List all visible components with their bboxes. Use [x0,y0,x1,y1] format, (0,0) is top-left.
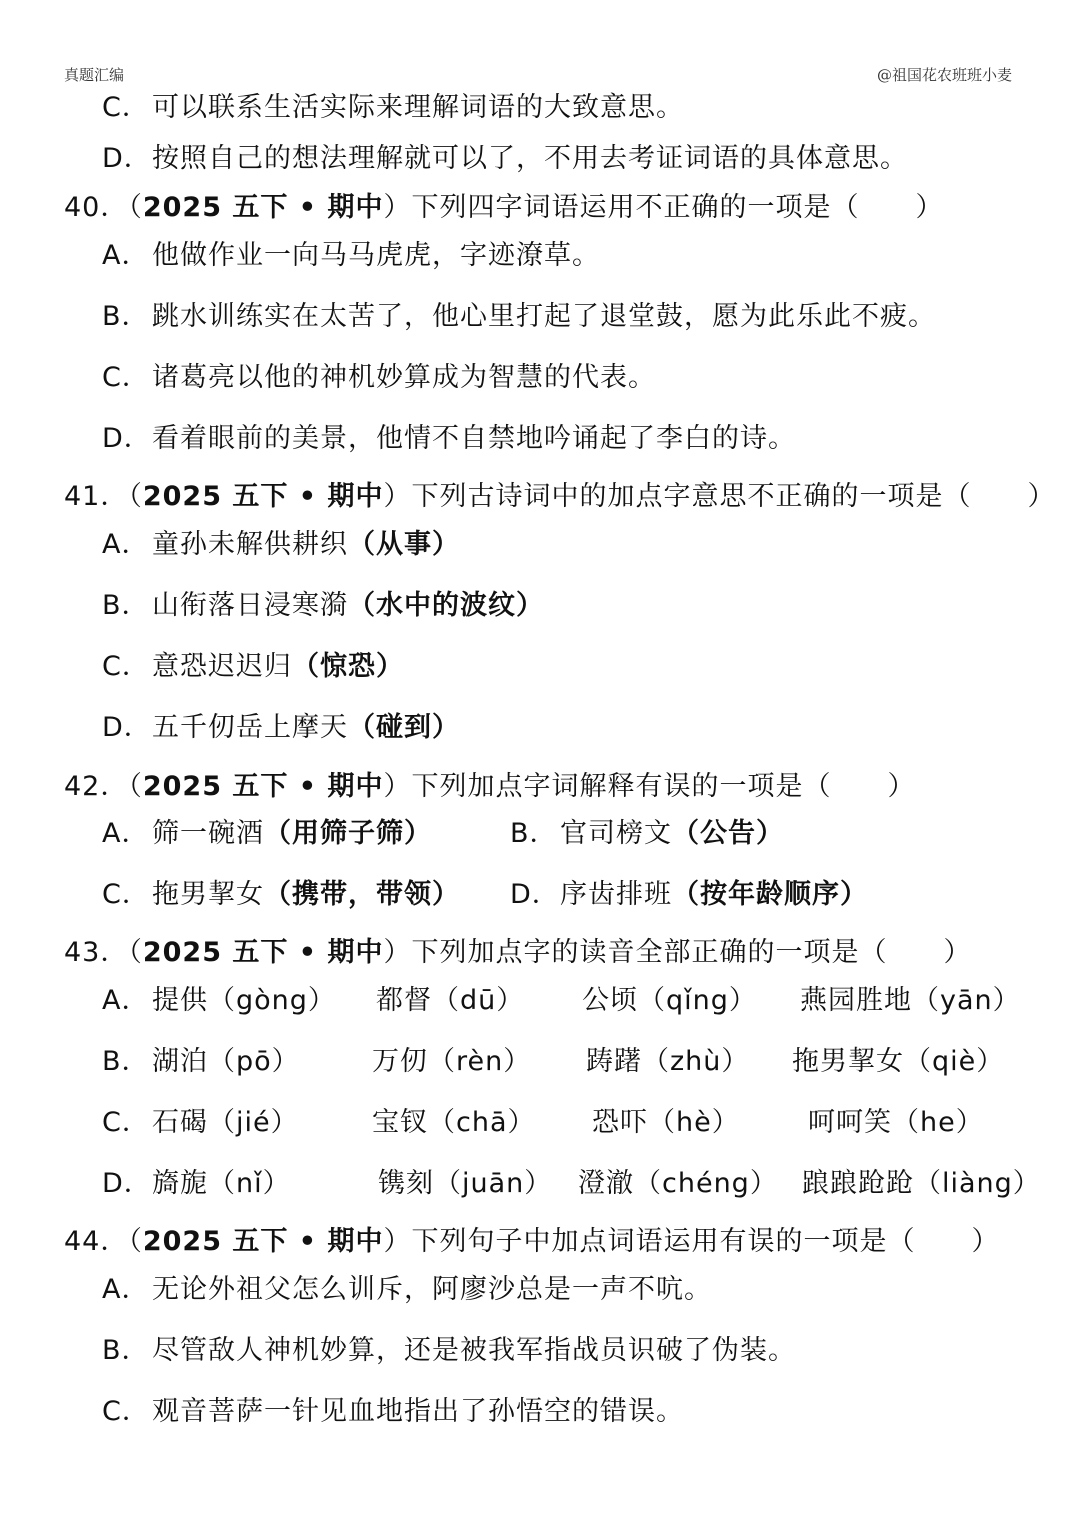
q43-d-item-2 [378,1166,552,1202]
option-letter: D． [510,879,560,910]
option-text: 观音菩萨一针见血地指出了孙悟空的错误。 [152,1396,684,1427]
word: 都督 [376,985,432,1016]
q43-c-item-4 [808,1105,984,1141]
question-tag: 2025 五下 • 期中 [142,1226,384,1257]
tag-open: （ [128,771,143,802]
tag-open: （ [128,1226,143,1257]
pinyin: （juān） [434,1168,553,1199]
option-gloss: （公告） [672,818,784,849]
tag-close: ） [383,937,412,968]
option-letter: C． [102,92,150,123]
option-letter: C． [102,879,150,910]
question-text: 下列句子中加点词语运用有误的一项是（ ） [411,1226,1000,1257]
question-tag: 2025 五下 • 期中 [142,771,384,802]
question-number: 43． [64,937,129,968]
q41-option-a [102,527,460,563]
q42-option-d [510,877,868,913]
q40-option-a [102,238,600,274]
pinyin: （gòng） [208,985,336,1016]
tag-open: （ [128,192,143,223]
q42-option-b [510,816,784,852]
word: 镌刻 [378,1168,434,1199]
option-letter: C． [102,362,150,393]
question-text: 下列加点字的读音全部正确的一项是（ ） [411,937,972,968]
q40-option-d [102,421,796,457]
q43-b-item-2 [372,1044,531,1080]
option-letter: C． [102,1107,150,1138]
q44-option-c [102,1394,684,1430]
q43-a-item-3 [582,983,757,1019]
q43-b-item-1 [152,1044,300,1080]
option-letter: B． [102,301,150,332]
question-number: 44． [64,1226,129,1257]
word: 公顷 [582,985,638,1016]
option-letter: A． [102,1274,150,1305]
option-text: 按照自己的想法理解就可以了，不用去考证词语的具体意思。 [152,143,908,174]
pinyin: （qǐng） [638,985,757,1016]
option-letter: C． [102,651,150,682]
question-tag: 2025 五下 • 期中 [142,937,384,968]
option-text: 拖男挈女 [152,879,264,910]
q42-row-1 [102,816,432,852]
option-gloss: （碰到） [348,712,460,743]
pinyin: （chéng） [634,1168,778,1199]
pinyin: （hè） [648,1107,740,1138]
pinyin: （yān） [912,985,1021,1016]
word: 澄澈 [578,1168,634,1199]
q42-stem [64,769,915,805]
tag-open: （ [128,481,143,512]
pinyin: （nǐ） [208,1168,291,1199]
q39-option-d [102,141,908,177]
pinyin: （jié） [208,1107,299,1138]
q43-option-c [102,1105,152,1141]
q43-stem [64,935,971,971]
word: 拖男挈女 [792,1046,904,1077]
q43-option-a [102,983,152,1019]
option-letter: A． [102,818,150,849]
q41-option-d [102,710,460,746]
option-letter: B． [102,1335,150,1366]
tag-close: ） [383,771,412,802]
question-text: 下列加点字词解释有误的一项是（ ） [411,771,916,802]
option-text: 看着眼前的美景，他情不自禁地吟诵起了李白的诗。 [152,423,796,454]
option-letter: D． [102,143,152,174]
word: 石碣 [152,1107,208,1138]
option-gloss: （携带，带领） [264,879,460,910]
option-letter: B． [102,1046,150,1077]
q44-option-a [102,1272,712,1308]
option-text: 童孙未解供耕织 [152,529,348,560]
option-text: 筛一碗酒 [152,818,264,849]
option-text: 无论外祖父怎么训斥，阿廖沙总是一声不吭。 [152,1274,712,1305]
word: 提供 [152,985,208,1016]
q43-d-item-1 [152,1166,291,1202]
q43-option-d [102,1166,152,1202]
q44-option-b [102,1333,796,1369]
question-tag: 2025 五下 • 期中 [142,481,384,512]
question-text: 下列四字词语运用不正确的一项是（ ） [411,192,944,223]
q43-c-item-1 [152,1105,299,1141]
pinyin: （he） [892,1107,984,1138]
tag-close: ） [383,1226,412,1257]
word: 燕园胜地 [800,985,912,1016]
q43-a-item-2 [376,983,524,1019]
q40-option-c [102,360,656,396]
option-text: 可以联系生活实际来理解词语的大致意思。 [152,92,684,123]
word: 踌躇 [586,1046,642,1077]
word: 万仞 [372,1046,428,1077]
pinyin: （qiè） [904,1046,1005,1077]
tag-close: ） [383,192,412,223]
q43-d-item-3 [578,1166,778,1202]
word: 旖旎 [152,1168,208,1199]
option-text: 序齿排班 [560,879,672,910]
word: 呵呵笑 [808,1107,892,1138]
option-letter: A． [102,985,150,1016]
option-text: 跳水训练实在太苦了，他心里打起了退堂鼓，愿为此乐此不疲。 [152,301,936,332]
option-text: 意恐迟迟归 [152,651,292,682]
pinyin: （pō） [208,1046,300,1077]
q42-option-c [102,877,460,913]
option-text: 五千仞岳上摩天 [152,712,348,743]
option-gloss: （惊恐） [292,651,404,682]
option-text: 诸葛亮以他的神机妙算成为智慧的代表。 [152,362,656,393]
q43-b-item-3 [586,1044,749,1080]
q39-option-c [102,90,684,126]
q43-b-item-4 [792,1044,1004,1080]
question-number: 42． [64,771,129,802]
option-letter: B． [102,590,150,621]
option-letter: B． [510,818,558,849]
header-left: 真题汇编 [64,66,125,84]
q41-option-b [102,588,544,624]
option-gloss: （从事） [348,529,460,560]
option-letter: D． [102,1168,152,1199]
q40-stem [64,190,943,226]
option-letter: D． [102,423,152,454]
option-text: 山衔落日浸寒漪 [152,590,348,621]
option-letter: D． [102,712,152,743]
pinyin: （zhù） [642,1046,750,1077]
option-text: 尽管敌人神机妙算，还是被我军指战员识破了伪装。 [152,1335,796,1366]
tag-open: （ [128,937,143,968]
q43-c-item-2 [372,1105,536,1141]
question-tag: 2025 五下 • 期中 [142,192,384,223]
q43-option-b [102,1044,152,1080]
option-letter: C． [102,1396,150,1427]
option-text: 他做作业一向马马虎虎，字迹潦草。 [152,240,600,271]
question-text: 下列古诗词中的加点字意思不正确的一项是（ ） [411,481,1056,512]
word: 恐吓 [592,1107,648,1138]
option-text: 官司榜文 [560,818,672,849]
option-letter: A． [102,529,150,560]
pinyin: （liàng） [914,1168,1041,1199]
header-right: @祖国花农班班小麦 [876,66,1012,84]
word: 宝钗 [372,1107,428,1138]
q43-d-item-4 [802,1166,1041,1202]
option-gloss: （用筛子筛） [264,818,432,849]
q43-a-item-4 [800,983,1021,1019]
q44-stem [64,1224,999,1260]
q40-option-b [102,299,936,335]
question-number: 40． [64,192,129,223]
q43-c-item-3 [592,1105,740,1141]
pinyin: （dū） [432,985,525,1016]
q41-stem [64,479,1055,515]
option-letter: A． [102,240,150,271]
option-gloss: （按年龄顺序） [672,879,868,910]
pinyin: （rèn） [428,1046,532,1077]
q41-option-c [102,649,404,685]
word: 踉踉跄跄 [802,1168,914,1199]
q43-a-item-1 [152,983,336,1019]
pinyin: （chā） [428,1107,536,1138]
tag-close: ） [383,481,412,512]
option-gloss: （水中的波纹） [348,590,544,621]
word: 湖泊 [152,1046,208,1077]
question-number: 41． [64,481,129,512]
